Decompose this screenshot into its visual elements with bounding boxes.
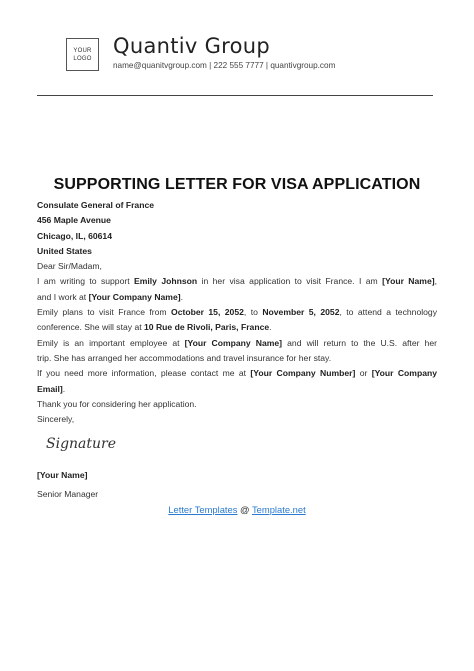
header-divider	[37, 95, 433, 96]
contact-line: name@quanitvgroup.com | 222 555 7777 | quantivgroup.com	[113, 61, 336, 70]
paragraph-line: Email].	[37, 383, 66, 394]
logo-placeholder	[66, 38, 99, 71]
salutation: Dear Sir/Madam,	[37, 261, 102, 272]
footer	[0, 504, 474, 515]
paragraph-line: conference. She will stay at 10 Rue de Rivoli, Paris, France.	[37, 322, 272, 333]
letter-body	[37, 198, 437, 427]
recipient-line: Consulate General of France	[37, 200, 155, 210]
recipient-line: 456 Maple Avenue	[37, 215, 111, 226]
logo-text-line1: YOUR	[73, 47, 92, 54]
footer-separator: @	[237, 504, 252, 515]
document-title: SUPPORTING LETTER FOR VISA APPLICATION	[53, 176, 421, 193]
template-net-link[interactable]: Template.net	[252, 504, 306, 515]
paragraph-line: Emily plans to visit France from October 15, 2052, to November 5, 2052, to attend a technology	[37, 307, 437, 318]
logo-text-line2: LOGO	[73, 55, 92, 62]
recipient-line: United States	[37, 245, 92, 256]
paragraph-line: and I work at [Your Company Name].	[37, 291, 183, 302]
paragraph-line: I am writing to support Emily Johnson in her visa application to visit France. I am [Your Name],	[37, 276, 437, 287]
signer-name: [Your Name]	[37, 470, 88, 480]
closing: Sincerely,	[37, 414, 75, 425]
signature: Signature	[46, 436, 117, 452]
paragraph-line: Emily is an important employee at [Your Company Name] and will return to the U.S. after her	[37, 337, 437, 348]
recipient-line: Chicago, IL, 60614	[37, 230, 112, 241]
paragraph-line: trip. She has arranged her accommodations and travel insurance for her stay.	[37, 352, 332, 363]
paragraph-line: If you need more information, please contact me at [Your Company Number] or [Your Company	[37, 368, 438, 379]
thanks-line: Thank you for considering her application.	[37, 398, 197, 409]
signer-title: Senior Manager	[37, 489, 99, 499]
letter-templates-link[interactable]: Letter Templates	[168, 504, 238, 515]
company-name: Quantiv Group	[113, 34, 271, 58]
